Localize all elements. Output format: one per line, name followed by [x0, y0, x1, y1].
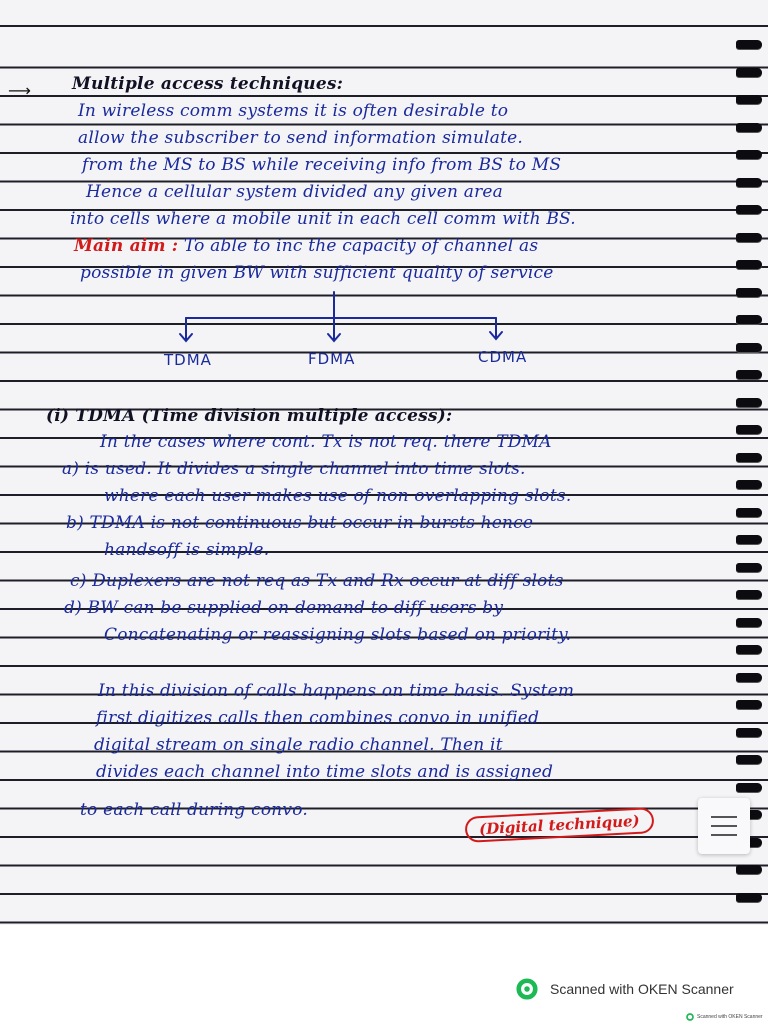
heading: Multiple access techniques:	[72, 74, 344, 94]
oken-logo-icon	[516, 978, 538, 1000]
tdma-point-7: d) BW can be supplied on demand to diff users by	[64, 598, 504, 618]
tdma-point-5: handsoff is simple.	[104, 540, 270, 560]
intro-line-5: into cells where a mobile unit in each cell comm with BS.	[70, 209, 576, 229]
tdma-point-6: c) Duplexers are not req as Tx and Rx occur at diff slots	[70, 571, 564, 591]
tdma-point-1: In the cases where cont. Tx is not req. there TDMA	[100, 432, 552, 452]
tdma-point-2: a) is used. It divides a single channel into time slots.	[62, 459, 526, 479]
conclusion-line-5: to each call during convo.	[80, 800, 308, 820]
main-aim-text: To able to inc the capacity of channel as	[183, 236, 539, 256]
intro-line-1: In wireless comm systems it is often desirable to	[78, 101, 509, 121]
hamburger-icon	[711, 816, 737, 818]
scanner-small-label: Scanned with OKEN Scanner	[697, 1014, 763, 1020]
tdma-point-8: Concatenating or reassigning slots based on priority.	[104, 625, 572, 645]
conclusion-line-3: digital stream on single radio channel. Then it	[94, 735, 503, 755]
conclusion-line-1: In this division of calls happens on time basis. System	[98, 681, 575, 701]
conclusion-line-4: divides each channel into time slots and is assigned	[96, 762, 554, 782]
node-fdma: FDMA	[308, 350, 356, 368]
main-aim-line-2: possible in given BW with sufficient quality of service	[80, 263, 554, 283]
menu-button[interactable]	[698, 798, 750, 854]
intro-line-2: allow the subscriber to send information simulate.	[78, 128, 524, 148]
node-tdma: TDMA	[164, 351, 212, 369]
oken-logo-small-icon	[686, 1013, 694, 1021]
intro-line-4: Hence a cellular system divided any given area	[86, 182, 504, 202]
conclusion-line-2: first digitizes calls then combines convo in unified	[96, 708, 540, 728]
tdma-heading: (i) TDMA (Time division multiple access):	[46, 406, 453, 426]
scanner-watermark-small	[686, 1012, 763, 1022]
node-cdma: CDMA	[478, 348, 528, 366]
tdma-point-3: where each user makes use of non overlapping slots.	[104, 486, 572, 506]
bullet-arrow-icon: ⟶	[8, 81, 31, 100]
scanner-label: Scanned with OKEN Scanner	[550, 981, 734, 997]
scanner-watermark	[516, 978, 734, 1000]
digital-technique-stamp: (Digital technique)	[464, 807, 654, 843]
main-aim-label: Main aim :	[74, 236, 179, 256]
tdma-point-4: b) TDMA is not continuous but occur in bursts hence	[66, 513, 534, 533]
intro-line-3: from the MS to BS while receiving info from BS to MS	[82, 155, 562, 175]
